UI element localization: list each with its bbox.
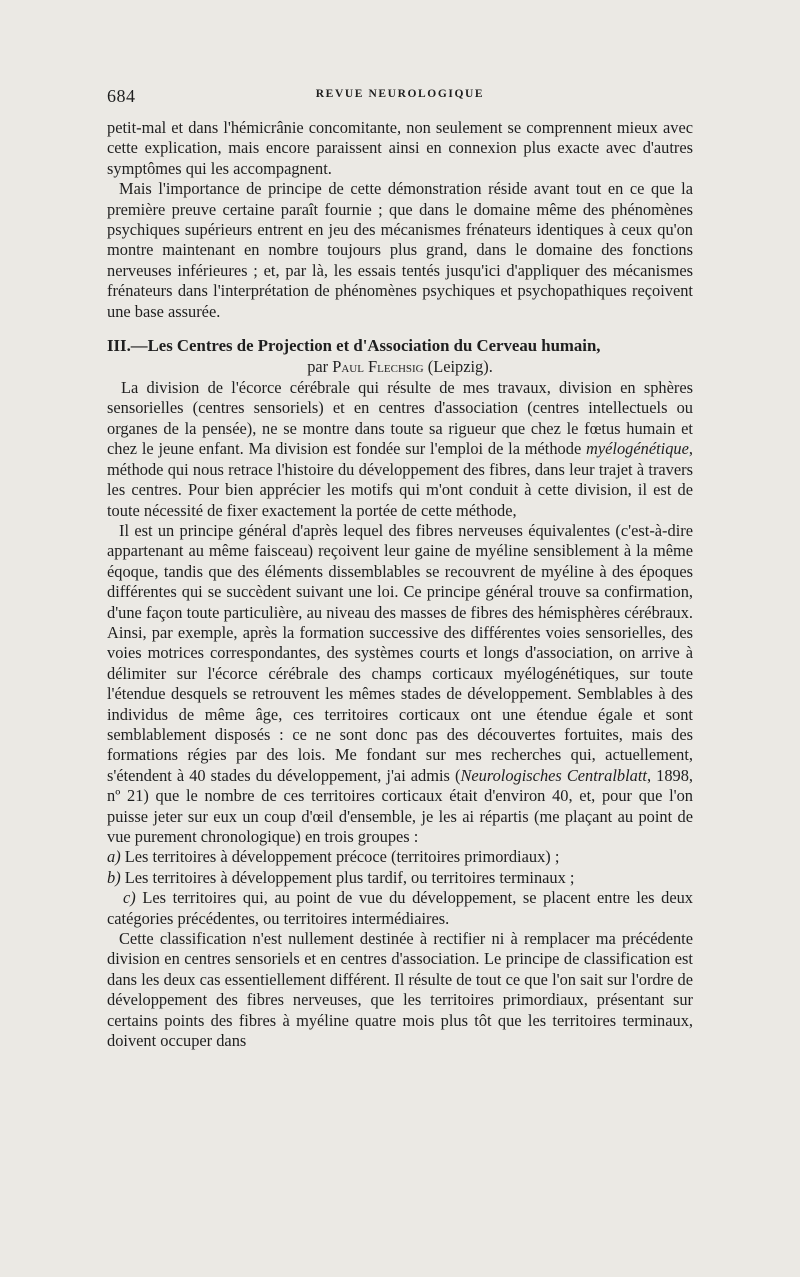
paragraph-importance: Mais l'importance de principe de cette démonstration réside avant tout en ce que la première preuve certaine paraît fournie ; que dans le domaine même des phénomènes psychiques supérieurs entrent en jeu des mécanismes frénateurs identiques à ceux qu'on montre maintenant en nombre toujours plus grand, dans le domaine des fonctions nerveuses inférieures ; et, par là, les essais tentés jusqu'ici d'appliquer des mécanismes frénateurs dans l'interprétation de phénomènes psychiques et psychopathiques reçoivent une base assurée. [107,179,693,321]
division-text-b: , méthode qui nous retrace l'histoire du développement des fibres, dans leur trajet à travers les centres. Pour bien apprécier les motifs qui m'ont conduit à cette division, il est de toute nécessité de fixer exactement la portée de cette méthode, [107,439,693,520]
principle-text-b: , 1898, nº 21) que le nombre de ces territoires corticaux était d'environ 40, et, pour que l'on puisse jeter sur eux un coup d'œil d'ensemble, je les ai répartis (me plaçant au point de vue purement chronologique) en trois groupes : [107,765,693,846]
byline-prefix: par [307,357,329,377]
list-text: Les territoires à développement précoce (territoires primordiaux) ; [124,847,560,867]
principle-citation: Neurologisches Centralblatt [460,765,647,785]
paragraph-principle [107,521,693,848]
principle-text-a: Il est un principe général d'après lequel des fibres nerveuses équivalentes (c'est-à-dire appartenant au même faisceau) reçoivent leur gaine de myéline sensiblement à la même éqoque, tandis que des éléments dissemblables se recouvrent de myéline à des époques différentes qui se succèdent suivant une loi. Ce principe général trouve sa confirmation, d'une façon toute particulière, au niveau des masses de fibres des hémisphères cérébraux. Ainsi, par exemple, après la formation successive des différentes voies sensorielles, des voies motrices correspondantes, des systèmes courts et longs d'association, on arrive à délimiter sur l'écorce cérébrale des champs corticaux myélogénétiques, sur toute l'étendue desquels se retrouvent les mêmes stades de développement. Semblables à des individus de même âge, ces territoires corticaux ont une étendue égale et sont semblablement disposés : ce ne sont donc pas des découvertes fortuites, mais des formations régies par des lois. Me fondant sur mes recherches qui, actuellement, s'étendent à 40 stades du développement, j'ai admis ( [107,520,693,785]
author-affiliation: (Leipzig). [427,357,493,377]
list-marker: c) [123,888,136,908]
paragraph-division [107,378,693,521]
list-marker: b) [107,867,121,887]
paragraph-classification: Cette classification n'est nullement destinée à rectifier ni à remplacer ma précédente division en centres sensoriels et en centres d'association. Le principe de classification est dans les deux cas essentiellement différent. Il résulte de tout ce que l'on sait sur l'ordre de développement des fibres nerveuses, que les territoires primordiaux, présentant sur certains points des fibres à myéline quatre mois plus tôt que les territoires terminaux, doivent occuper dans [107,929,693,1051]
list-marker: a) [107,847,121,867]
list-item [107,888,693,929]
division-term: myélogénétique [586,439,689,459]
running-head: REVUE NEUROLOGIQUE [315,88,485,100]
list-text: Les territoires à développement plus tardif, ou territoires terminaux ; [124,867,575,887]
division-text-a: La division de l'écorce cérébrale qui résulte de mes travaux, division en sphères sensorielles (centres sensoriels) et en centres d'association (centres intellectuels ou organes de la pensée), ne se montre dans toute sa rigueur que chez le fœtus humain et chez le jeune enfant. Ma division est fondée sur l'emploi de la méthode [107,378,693,459]
section-byline [107,356,693,378]
section-gap [107,322,693,336]
author-name: Paul Flechsig [332,357,424,377]
page-number: 684 [107,86,136,106]
list-item [107,847,693,867]
page-header [107,86,693,108]
article-text [107,118,693,1051]
list-text: Les territoires qui, au point de vue du développement, se placent entre les deux catégories précédentes, ou territoires intermédiaires. [107,888,693,928]
section-heading: III.—Les Centres de Projection et d'Association du Cerveau humain, [107,336,601,356]
paragraph-continuation: petit-mal et dans l'hémicrânie concomitante, non seulement se comprennent mieux avec cette explication, mais encore paraissent ainsi en connexion plus exacte avec d'autres symptômes qui les accompagnent. [107,118,693,178]
list-item [107,868,693,888]
